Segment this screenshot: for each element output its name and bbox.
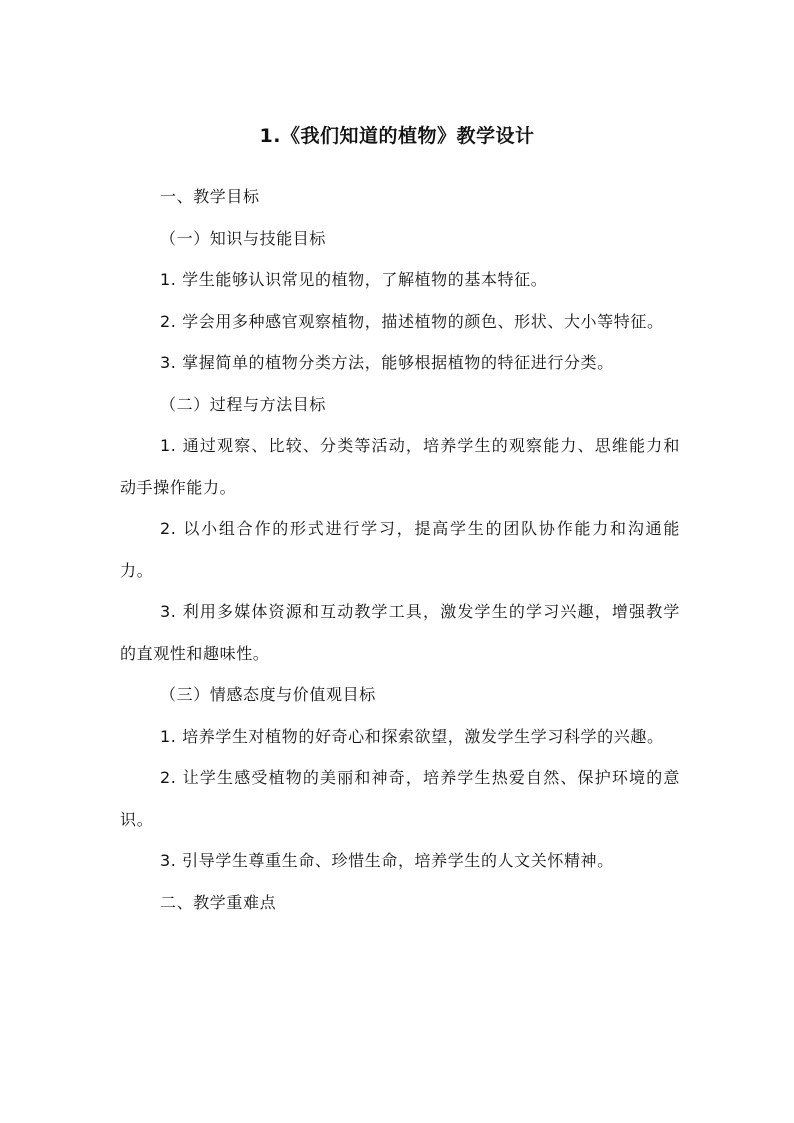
document-body [120, 176, 680, 923]
paragraph: 3. 引导学生尊重生命、珍惜生命，培养学生的人文关怀精神。 [160, 851, 614, 870]
subheading-emotion-values: （三）情感态度与价值观目标 [160, 685, 376, 704]
heading-key-difficulties: 二、教学重难点 [160, 892, 277, 912]
paragraph: 3. 利用多媒体资源和互动教学工具，激发学生的学习兴趣，增强教学的直观性和趣味性。 [120, 602, 680, 663]
document-title: 1.《我们知道的植物》教学设计 [259, 125, 535, 147]
subheading-process-methods: （二）过程与方法目标 [160, 394, 327, 414]
paragraph: 3. 掌握简单的植物分类方法，能够根据植物的特征进行分类。 [160, 353, 614, 372]
paragraph: 1. 学生能够认识常见的植物，了解植物的基本特征。 [160, 270, 548, 289]
paragraph: 1. 培养学生对植物的好奇心和探索欲望，激发学生学习科学的兴趣。 [160, 726, 664, 746]
paragraph: 2. 以小组合作的形式进行学习，提高学生的团队协作能力和沟通能力。 [120, 519, 680, 580]
paragraph: 2. 让学生感受植物的美丽和神奇，培养学生热爱自然、保护环境的意识。 [120, 768, 680, 829]
heading-teaching-objectives: 一、教学目标 [160, 187, 260, 206]
subheading-knowledge-skills: （一）知识与技能目标 [160, 228, 327, 248]
paragraph: 2. 学会用多种感官观察植物，描述植物的颜色、形状、大小等特征。 [160, 311, 664, 331]
paragraph: 1. 通过观察、比较、分类等活动，培养学生的观察能力、思维能力和动手操作能力。 [120, 436, 680, 497]
